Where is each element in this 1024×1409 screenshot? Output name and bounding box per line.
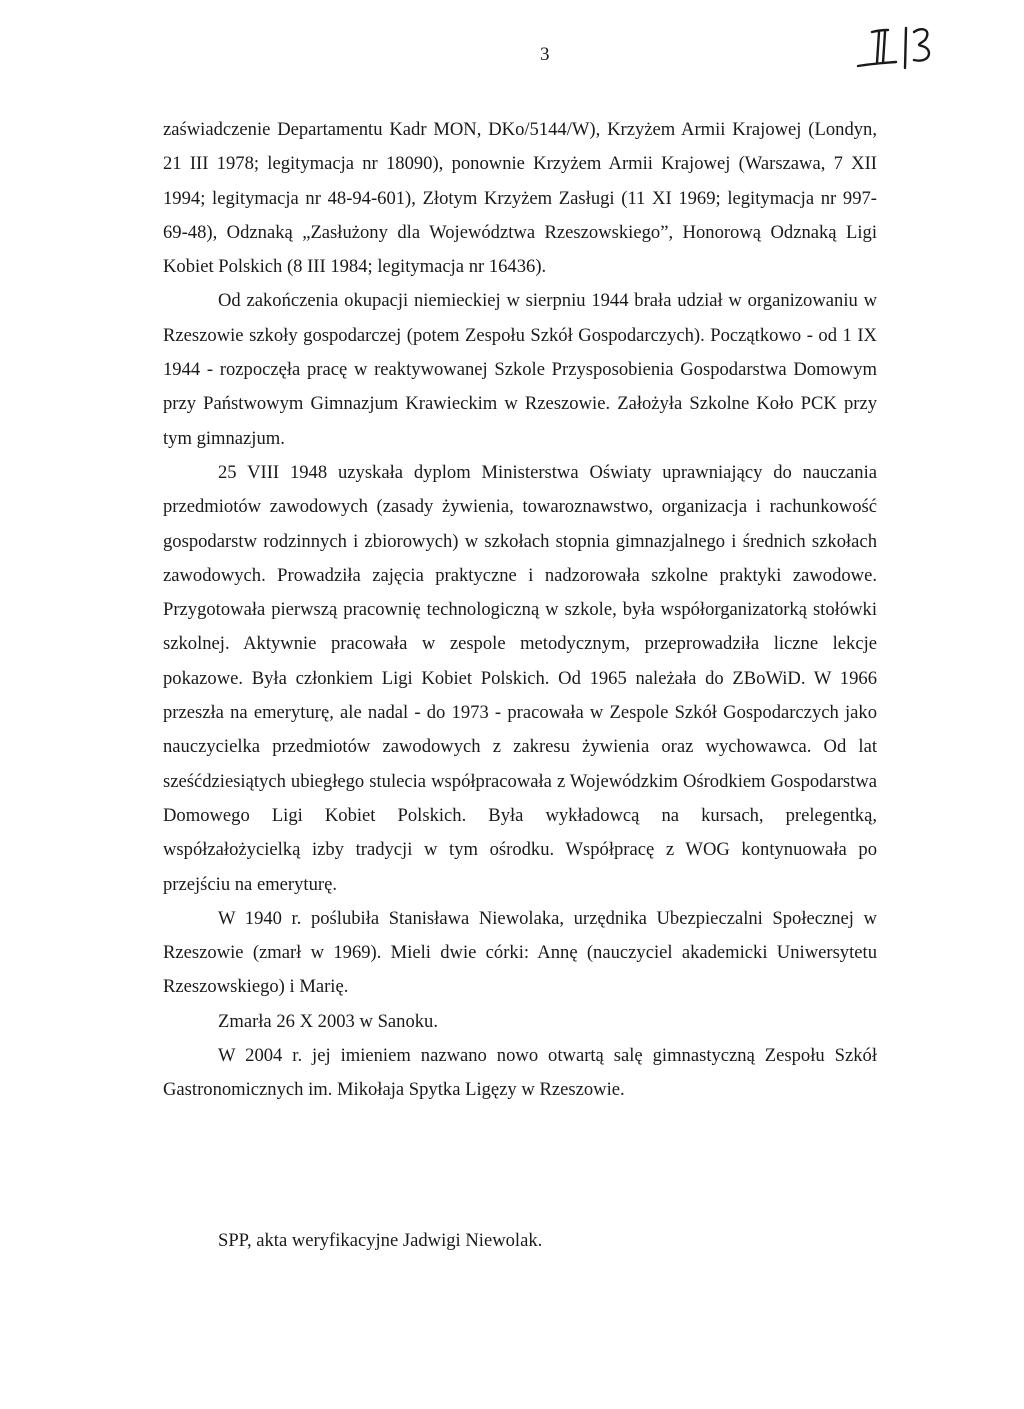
page-number: 3 [540, 44, 550, 65]
paragraph-teaching-career: 25 VIII 1948 uzyskała dyplom Ministerstwa Oświaty uprawniający do nauczania przedmiotów zawodowych (zasady żywienia, towaroznawstwo, organizacja i rachunkowość gospodarstw rodzinnych i zbiorowych) w szkołach stopnia gimnazjalnego i średnich szkołach zawodowych. Prowadziła zajęcia praktyczne i nadzorowała szkolne praktyki zawodowe. Przygotowała pierwszą pracownię technologiczną w szkole, była współorganizatorką stołówki szkolnej. Aktywnie pracowała w zespole metodycznym, przeprowadziła liczne lekcje pokazowe. Była członkiem Ligi Kobiet Polskich. Od 1965 należała do ZBoWiD. W 1966 przeszła na emeryturę, ale nadal - do 1973 - pracowała w Zespole Szkół Gospodarczych jako nauczycielka przedmiotów zawodowych z zakresu żywienia oraz wychowawca. Od lat sześćdziesiątych ubiegłego stulecia współpracowała z Wojewódzkim Ośrodkiem Gospodarstwa Domowego Ligi Kobiet Polskich. Była wykładowcą na kursach, prelegentką, współzałożycielką izby tradycji w tym ośrodku. Współpracę z WOG kontynuowała po przejściu na emeryturę. [163, 461, 877, 895]
paragraph-postwar-school: Od zakończenia okupacji niemieckiej w sierpniu 1944 brała udział w organizowaniu w Rzeszowie szkoły gospodarczej (potem Zespołu Szkół Gospodarczych). Początkowo - od 1 IX 1944 - rozpoczęła pracę w reaktywowanej Szkole Przysposobienia Gospodarstwa Domowym przy Państwowym Gimnazjum Krawieckim w Rzeszowie. Założyła Szkolne Koło PCK przy tym gimnazjum. [163, 290, 877, 449]
paragraph-family: W 1940 r. poślubiła Stanisława Niewolaka, urzędnika Ubezpieczalni Społecznej w Rzeszowie (zmarł w 1969). Mieli dwie córki: Annę (nauczyciel akademicki Uniwersytetu Rzeszowskiego) i Marię. [163, 907, 877, 998]
paragraph-decorations-continued: zaświadczenie Departamentu Kadr MON, DKo/5144/W), Krzyżem Armii Krajowej (Londyn, 21 III 1978; legitymacja nr 18090), ponownie Krzyżem Armii Krajowej (Warszawa, 7 XII 1994; legitymacja nr 48-94-601), Złotym Krzyżem Zasługi (11 XI 1969; legitymacja nr 997-69-48), Odznaką „Zasłużony dla Województwa Rzeszowskiego”, Honorową Odznaką Ligi Kobiet Polskich (8 III 1984; legitymacja nr 16436). [163, 119, 877, 278]
paragraph-death: Zmarła 26 X 2003 w Sanoku. [218, 1010, 438, 1032]
paragraph-commemoration: W 2004 r. jej imieniem nazwano nowo otwartą salę gimnastyczną Zespołu Szkół Gastronomicznych im. Mikołaja Spytka Ligęzy w Rzeszowie. [163, 1045, 877, 1101]
handwritten-archive-mark [852, 22, 942, 72]
source-note: SPP, akta weryfikacyjne Jadwigi Niewolak. [218, 1230, 543, 1251]
document-body [163, 113, 877, 1108]
